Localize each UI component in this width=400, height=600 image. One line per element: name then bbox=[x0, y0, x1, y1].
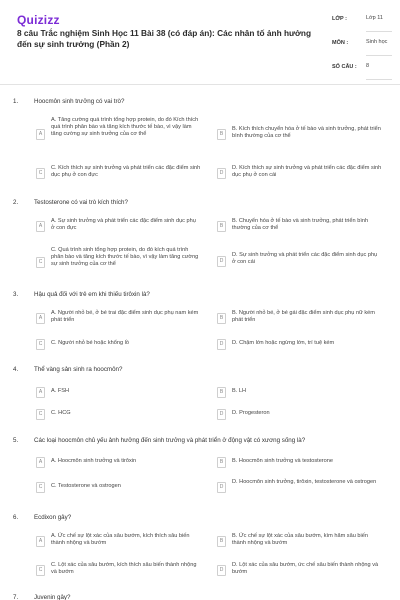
question-text: Thể vàng sản sinh ra hoocmôn? bbox=[34, 366, 123, 373]
question-number: 2. bbox=[13, 199, 19, 206]
question-text: Hoocmôn sinh trưởng có vai trò? bbox=[34, 98, 125, 105]
class-value: Lớp 11 bbox=[366, 15, 383, 21]
option-text: A. FSH bbox=[51, 388, 70, 394]
question-text: Juvenin gây? bbox=[34, 594, 71, 600]
count-label: SỐ CÂU : bbox=[332, 64, 357, 70]
quizizz-logo: Quizizz bbox=[17, 13, 60, 27]
question-text: Testosterone có vai trò kích thích? bbox=[34, 199, 128, 206]
option-letter-box[interactable]: C bbox=[36, 565, 45, 576]
option-text: C. Người nhỏ bé hoặc khổng lồ bbox=[51, 340, 130, 346]
option-text: C. HCG bbox=[51, 410, 71, 416]
option-text: B. Người nhỏ bé, ở bé gái đặc điểm sinh dục phụ nữ kém phát triển bbox=[232, 310, 375, 323]
option-text: D. Lột xác của sâu bướm, ức chế sâu biến thành nhộng và bướm bbox=[232, 562, 379, 575]
option-letter-box[interactable]: D bbox=[217, 482, 226, 493]
option-text: B. Kích thích chuyển hóa ở tế bào và sinh trưởng, phát triển bình thường của cơ thể bbox=[232, 126, 381, 139]
subject-label: MÔN : bbox=[332, 40, 349, 46]
option-letter-box[interactable]: B bbox=[217, 313, 226, 324]
meta-divider bbox=[366, 31, 392, 32]
option-letter-box[interactable]: A bbox=[36, 221, 45, 232]
question-number: 7. bbox=[13, 594, 19, 600]
question-text: Ecdixon gây? bbox=[34, 514, 72, 521]
option-letter-box[interactable]: B bbox=[217, 536, 226, 547]
option-text: A. Người nhỏ bé, ở bé trai đặc điểm sinh dục phụ nam kém phát triển bbox=[51, 310, 199, 323]
meta-divider bbox=[366, 79, 392, 80]
option-letter-box[interactable]: B bbox=[217, 387, 226, 398]
question-number: 6. bbox=[13, 514, 19, 521]
option-text: D. Kích thích sự sinh trưởng và phát triển các đặc điểm sinh dục phụ ở con cái bbox=[232, 165, 382, 178]
option-text: A. Ức chế sự lột xác của sâu bướm, kích thích sâu biến thành nhộng và bướm bbox=[51, 533, 190, 546]
meta-subject-row bbox=[332, 38, 392, 62]
question-text: Các loại hoocmôn chủ yếu ảnh hưởng đến sinh trưởng và phát triển ở động vật có xương sống là? bbox=[34, 437, 306, 444]
option-letter-box[interactable]: B bbox=[217, 221, 226, 232]
option-letter-box[interactable]: C bbox=[36, 482, 45, 493]
option-letter-box[interactable]: C bbox=[36, 257, 45, 268]
meta-divider bbox=[366, 55, 392, 56]
option-letter-box[interactable]: B bbox=[217, 457, 226, 468]
question-number: 3. bbox=[13, 291, 19, 298]
option-text: C. Kích thích sự sinh trưởng và phát triển các đặc điểm sinh dục phụ ở con đực bbox=[51, 165, 201, 178]
option-text: C. Lột xác của sâu bướm, kích thích sâu biến thành nhộng và bướm bbox=[51, 562, 197, 575]
count-value: 8 bbox=[366, 63, 370, 69]
option-text: B. Chuyển hóa ở tế bào và sinh trưởng, phát triển bình thường của cơ thể bbox=[232, 218, 369, 231]
subject-value: Sinh học bbox=[366, 39, 388, 45]
option-text: A. Sự sinh trưởng và phát triển các đặc điểm sinh dục phụ ở con đực bbox=[51, 218, 196, 231]
option-text: A. Hoocmôn sinh trưởng và tirôxin bbox=[51, 458, 137, 464]
option-text: B. Ức chế sự lột xác của sâu bướm, kìm hãm sâu biến thành nhộng và bướm bbox=[232, 533, 368, 546]
option-text: D. Chậm lớn hoặc ngừng lớn, trí tuệ kém bbox=[232, 340, 335, 346]
question-number: 4. bbox=[13, 366, 19, 373]
option-text: A. Tăng cường quá trình tổng hợp protein, do đó Kích thích quá trình phân bào và tăng kích thước tế bào, vì vậy làm tăng cường sự sinh trưởng của cơ thể bbox=[51, 117, 199, 137]
option-letter-box[interactable]: D bbox=[217, 168, 226, 179]
worksheet-header bbox=[0, 0, 400, 85]
question-text: Hậu quả đối với trẻ em khi thiếu tirôxin là? bbox=[34, 291, 150, 298]
option-letter-box[interactable]: A bbox=[36, 387, 45, 398]
option-letter-box[interactable]: C bbox=[36, 409, 45, 420]
meta-panel bbox=[332, 14, 392, 84]
option-text: D. Hoocmôn sinh trưởng, tirôxin, testosterone và ostrogen bbox=[232, 479, 377, 485]
option-letter-box[interactable]: D bbox=[217, 409, 226, 420]
question-number: 1. bbox=[13, 98, 19, 105]
option-letter-box[interactable]: A bbox=[36, 457, 45, 468]
option-letter-box[interactable]: C bbox=[36, 339, 45, 350]
option-letter-box[interactable]: D bbox=[217, 256, 226, 267]
option-text: D. Progesteron bbox=[232, 410, 270, 416]
option-letter-box[interactable]: C bbox=[36, 168, 45, 179]
option-letter-box[interactable]: A bbox=[36, 129, 45, 140]
option-letter-box[interactable]: D bbox=[217, 565, 226, 576]
option-letter-box[interactable]: B bbox=[217, 129, 226, 140]
option-text: B. LH bbox=[232, 388, 246, 394]
meta-count-row bbox=[332, 62, 392, 84]
option-letter-box[interactable]: A bbox=[36, 313, 45, 324]
option-letter-box[interactable]: D bbox=[217, 339, 226, 350]
meta-class-row bbox=[332, 14, 392, 38]
option-text: B. Hoocmôn sinh trưởng và testosterone bbox=[232, 458, 334, 464]
class-label: LỚP : bbox=[332, 16, 347, 22]
option-letter-box[interactable]: A bbox=[36, 536, 45, 547]
option-text: D. Sự sinh trưởng và phát triển các đặc điểm sinh dục phụ ở con cái bbox=[232, 252, 378, 265]
option-text: C. Quá trình sinh tổng hợp protein, do đó kích quá trình phân bào và tăng kích thước tế bào, vì vậy làm tăng cường sự sinh trưởng của cơ thể bbox=[51, 247, 199, 267]
question-number: 5. bbox=[13, 437, 19, 444]
page-title: 8 câu Trắc nghiệm Sinh Học 11 Bài 38 (có đáp án): Các nhân tố ảnh hưởng đến sự sinh trưởng (Phần 2) bbox=[17, 28, 312, 49]
option-text: C. Testosterone và ostrogen bbox=[51, 483, 121, 489]
